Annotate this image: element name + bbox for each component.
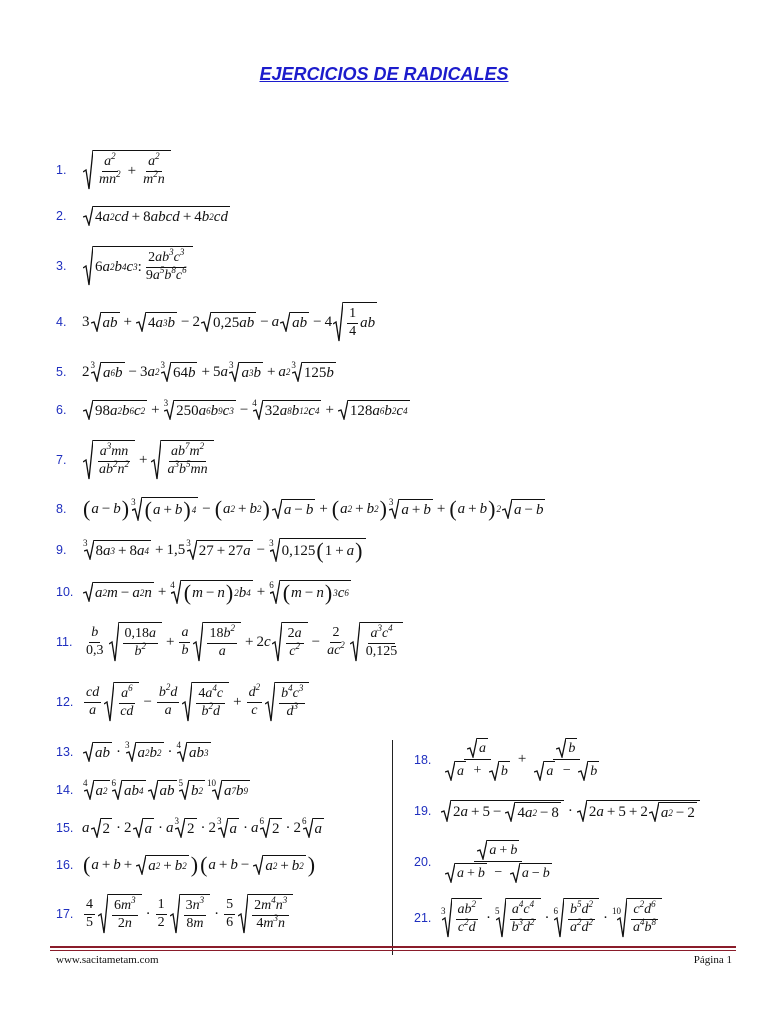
exercise-3: [56, 246, 194, 286]
math-expression: $\frac{a^2}{mn^2}$ + $\frac{a^2}{m^2n}$: [82, 150, 172, 190]
exercise-number: 13.: [56, 745, 74, 759]
footer-rule: [50, 946, 736, 948]
exercise-number: 20.: [414, 854, 432, 869]
exercise-number: 16.: [56, 858, 74, 872]
exercise-number: 14.: [56, 783, 74, 797]
exercise-2: [56, 206, 231, 226]
math-expression: 4 a 2 6 ab 4 ab 5 b 2 10 a 7 b 9: [83, 778, 248, 799]
exercise-18: [414, 738, 604, 781]
exercise-5: [56, 362, 337, 382]
math-expression: 4 a 2 cd + 8 abcd + 4 b 2 cd: [82, 206, 231, 226]
exercise-12: [56, 682, 310, 722]
math-expression: a 2 · 2 a · a 3 2 · 2 3 a · a 6 2 · 2 6 a: [82, 816, 322, 837]
math-expression: 3 8 a 3 + 8 a 4 + 1,5 3 27 + 27 a − 3 0,125 ( 1 + a ): [82, 538, 367, 562]
exercise-1: [56, 150, 172, 190]
math-expression: 3 ab + 4 a 3 b − 2 0,25 ab − a ab − 4 $\frac{1}{4}$ ab: [82, 302, 378, 342]
exercise-number: 3.: [56, 259, 67, 273]
exercise-number: 15.: [56, 821, 74, 835]
footer-rule: [50, 950, 736, 951]
math-expression: $\frac{a^3mn}{ab^2n^2}$ + $\frac{ab^7m^2}{a^3b^5mn}$: [82, 440, 215, 480]
exercise-8: [56, 497, 546, 521]
math-expression: $\frac{4}{5}$ $\frac{6m^3}{2n}$ · $\frac{1}{2}$ $\frac{3n^3}{8m}$ · $\frac{5}{6}$ $\frac{2m^4n^3}{4m^3n}$: [82, 894, 294, 934]
math-expression: 2 a + 5 − 4 a 2 − 8 · 2 a + 5 + 2 a 2 − 2: [440, 800, 701, 822]
exercise-4: [56, 302, 378, 342]
exercise-number: 11.: [56, 635, 73, 649]
exercise-number: 10.: [56, 585, 74, 599]
exercise-number: 6.: [56, 403, 67, 417]
math-expression: a + b a + b − a − b: [440, 840, 557, 883]
exercise-21: [414, 898, 663, 938]
exercise-number: 8.: [56, 502, 67, 516]
exercise-number: 9.: [56, 543, 67, 557]
exercise-19: [414, 800, 701, 822]
exercise-number: 12.: [56, 695, 74, 709]
exercise-10: [56, 580, 352, 604]
exercise-16: [56, 854, 316, 876]
exercise-number: 2.: [56, 209, 67, 223]
math-expression: ( a + b + a 2 + b 2 ) ( a + b − a 2 + b 2 ): [83, 852, 316, 877]
column-divider: [392, 740, 393, 955]
math-expression: ( a − b ) 3 ( a + b ) 4 − ( a 2 + b 2 ) a − b + ( a 2 + b 2 ) 3 a + b + ( a + b ) 2 a − b: [83, 496, 544, 522]
page-title: EJERCICIOS DE RADICALES: [259, 64, 509, 84]
exercise-6: [56, 400, 411, 420]
math-expression: a 2 m − a 2 n + 4 ( m − n ) 2 b 4 + 6 ( m − n ) 3 c 6: [82, 580, 352, 604]
exercise-15: [56, 818, 325, 838]
exercise-7: [56, 440, 215, 480]
math-expression: ab · 3 a 2 b 2 · 4 ab 3: [82, 742, 212, 762]
exercise-number: 19.: [414, 804, 432, 818]
footer-page-number: Página 1: [693, 954, 732, 966]
exercise-13: [56, 742, 212, 762]
exercise-number: 1.: [56, 163, 67, 177]
exercise-9: [56, 538, 367, 562]
math-expression: 3 $\frac{ab^2}{c^2d}$ · 5 $\frac{a^4c^4}{b^3d^2}$ · 6 $\frac{b^5d^2}{a^2d^2}$ · 10 $\frac{c^2d^6}{a^4b^8}$: [440, 898, 663, 938]
exercise-number: 21.: [414, 911, 432, 925]
math-expression: $\frac{b}{0,3}$ $\frac{0,18a}{b^2}$ + $\frac{a}{b}$ $\frac{18b^2}{a}$ + 2 c $\frac{2a}{c^2}$ − $\frac{2}{ac^2}$ $\frac{a^3c^4}{0,125}$: [82, 622, 404, 662]
footer-website: www.sacitametam.com: [56, 954, 159, 966]
math-expression: $\frac{cd}{a}$ $\frac{a^6}{cd}$ − $\frac{b^2d}{a}$ $\frac{4a^4c}{b^2d}$ + $\frac{d^2}{c}$ $\frac{b^4c^3}{d^3}$: [82, 682, 310, 722]
exercise-20: [414, 840, 557, 883]
exercise-number: 5.: [56, 365, 67, 379]
exercise-number: 7.: [56, 453, 67, 467]
exercise-11: [56, 622, 404, 662]
math-expression: 6 a 2 b 4 c 3 : $\frac{2ab^3c^3}{9a^5b^8c^6}$: [82, 246, 194, 286]
exercise-number: 18.: [414, 752, 432, 767]
math-expression: 98 a 2 b 6 c 2 + 3 250 a 6 b 9 c 3 − 4 32 a 8 b 12 c 4 + 128 a 6 b 2 c 4: [82, 400, 411, 420]
exercise-14: [56, 780, 251, 800]
exercise-number: 17.: [56, 907, 74, 921]
exercise-number: 4.: [56, 315, 67, 329]
math-expression: a a + b + b a − b: [440, 738, 604, 781]
exercise-17: [56, 894, 294, 934]
math-expression: 2 3 a 6 b − 3 a 2 3 64 b + 5 a 3 a 3 b + a 2 3 125 b: [82, 360, 334, 381]
